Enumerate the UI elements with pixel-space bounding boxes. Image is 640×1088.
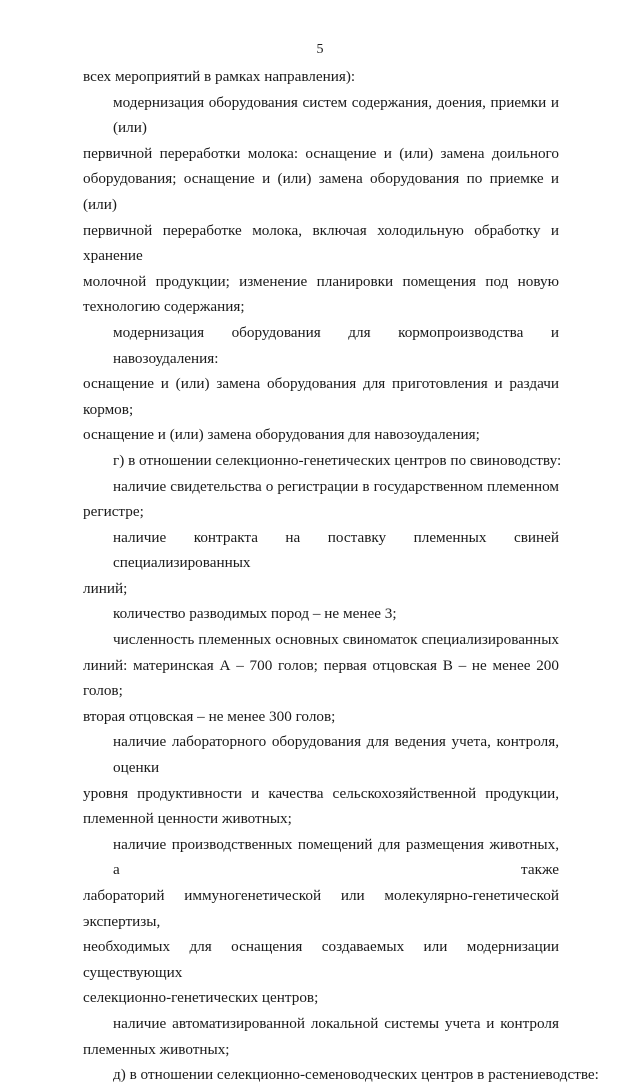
text-line: молочной продукции; изменение планировки помещения под новую — [83, 272, 559, 290]
text-line: линий: материнская А – 700 голов; первая отцовская В – не менее 200 голов; — [83, 656, 559, 700]
text-line: регистре; — [83, 503, 144, 521]
text-line: селекционно-генетических центров; — [83, 989, 319, 1007]
text-line: первичной переработки молока: оснащение и (или) замена доильного — [83, 144, 559, 162]
text-line: уровня продуктивности и качества сельскохозяйственной продукции, — [83, 784, 559, 802]
text-line: технологию содержания; — [83, 298, 245, 316]
paragraph — [83, 474, 559, 525]
text-line: оснащение и (или) замена оборудования для приготовления и раздачи кормов; — [83, 375, 559, 418]
text-line: линий; — [83, 579, 128, 597]
paragraph — [83, 525, 559, 602]
text-line: количество разводимых пород – не менее 3; — [113, 605, 397, 623]
paragraph — [83, 320, 559, 448]
text-line: оснащение и (или) замена оборудования для навозоудаления; — [83, 426, 480, 444]
paragraph — [83, 448, 562, 474]
document-body — [83, 64, 599, 1088]
paragraph — [83, 601, 559, 627]
text-line: оборудования; оснащение и (или) замена оборудования по приемке и (или) — [83, 170, 559, 213]
text-line: наличие лабораторного оборудования для ведения учета, контроля, оценки — [113, 733, 559, 777]
text-line: лабораторий иммуногенетической или молекулярно-генетической экспертизы, — [83, 887, 559, 930]
paragraph — [83, 832, 559, 1011]
paragraph — [83, 90, 559, 320]
text-line: наличие автоматизированной локальной системы учета и контроля — [113, 1014, 559, 1032]
page-number: 5 — [316, 42, 324, 57]
text-line: наличие контракта на поставку племенных свиней специализированных — [113, 528, 559, 572]
text-line: г) в отношении селекционно-генетических центров по свиноводству: — [113, 451, 562, 469]
text-line: модернизация оборудования систем содержания, доения, приемки и (или) — [113, 93, 559, 137]
text-line: численность племенных основных свиноматок специализированных — [113, 631, 559, 649]
paragraph — [83, 1062, 599, 1088]
text-line: модернизация оборудования для кормопроизводства и навозоудаления: — [113, 323, 559, 367]
text-line: всех мероприятий в рамках направления): — [83, 68, 356, 85]
text-line: необходимых для оснащения создаваемых или модернизации существующих — [83, 938, 559, 981]
text-line: наличие производственных помещений для размещения животных, а также — [113, 835, 559, 879]
paragraph — [83, 729, 559, 831]
text-line: наличие свидетельства о регистрации в государственном племенном — [113, 477, 559, 495]
paragraph — [83, 64, 559, 90]
text-line: вторая отцовская – не менее 300 голов; — [83, 707, 336, 725]
paragraph — [83, 1011, 559, 1062]
text-line: племенной ценности животных; — [83, 810, 292, 828]
text-line: д) в отношении селекционно-семеноводческих центров в растениеводстве: — [113, 1066, 599, 1084]
text-line: племенных животных; — [83, 1040, 230, 1058]
paragraph — [83, 627, 559, 729]
text-line: первичной переработке молока, включая холодильную обработку и хранение — [83, 221, 559, 265]
